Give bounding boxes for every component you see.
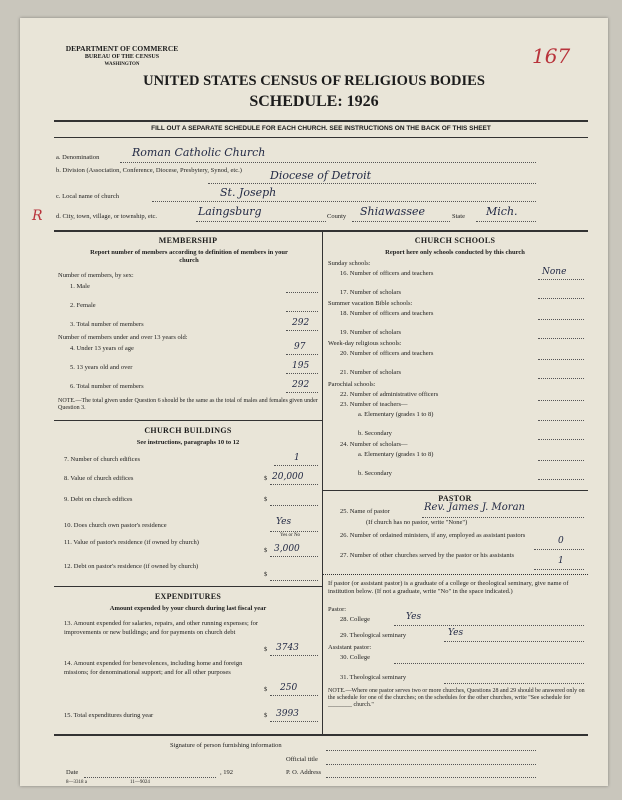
- q30-label: 30. College: [340, 654, 370, 661]
- total3-blank: [286, 330, 318, 331]
- county-value: Shiawassee: [360, 205, 425, 218]
- q8-value: 20,000: [272, 472, 304, 482]
- q13-dollar: $: [264, 646, 268, 653]
- q31-label: 31. Theological seminary: [340, 674, 407, 681]
- q29-blank: [444, 641, 584, 642]
- yes-no-caption: Yes or No: [280, 533, 301, 538]
- q31-blank: [444, 683, 584, 684]
- state-value: Mich.: [486, 205, 518, 218]
- q11-blank: [270, 556, 318, 557]
- q14-dollar: $: [264, 686, 268, 693]
- q22-blank: [538, 400, 584, 401]
- bureau-label: BUREAU OF THE CENSUS: [84, 54, 160, 60]
- q27-blank: [534, 569, 584, 570]
- q21-label: 21. Number of scholars: [340, 369, 402, 376]
- q20-label: 20. Number of officers and teachers: [340, 350, 434, 357]
- form-number: 8—3318 a: [66, 780, 87, 785]
- census-schedule-sheet: [20, 18, 608, 786]
- page-number: 167: [532, 44, 571, 68]
- q24-label: 24. Number of scholars—: [340, 441, 408, 448]
- q18-label: 18. Number of officers and teachers: [340, 310, 434, 317]
- q23a-label: a. Elementary (grades 1 to 8): [358, 411, 434, 418]
- grad-separator: [322, 574, 588, 575]
- pastor-sublabel: Pastor:: [328, 606, 347, 613]
- total6-label: 6. Total number of members: [70, 383, 144, 390]
- pastor-note: NOTE.—Where one pastor serves two or more churches, Questions 28 and 29 should be answered only on the schedule for one of the churches; on the schedules for the other churches, write "See schedule for ________ church.": [328, 688, 585, 708]
- q8-label: 8. Value of church edifices: [64, 475, 134, 482]
- under13-label: 4. Under 13 years of age: [70, 345, 134, 352]
- membership-note: NOTE.—The total given under Question 6 should be the same as the total of males and females given under Question 3.: [58, 398, 318, 411]
- q24a-blank: [538, 460, 584, 461]
- q28-value: Yes: [406, 612, 422, 622]
- q25-value: Rev. James J. Moran: [424, 502, 525, 513]
- expenditures-intro: Amount expended by your church during last fiscal year: [109, 605, 267, 612]
- q30-blank: [394, 663, 584, 664]
- schools-intro: Report here only schools conducted by this church: [385, 249, 525, 256]
- denomination-line: [120, 162, 536, 163]
- local-name-line: [152, 201, 536, 202]
- signature-line: [326, 750, 536, 751]
- division-line: [208, 183, 536, 184]
- q25-note: (If church has no pastor, write "None"): [366, 519, 468, 526]
- right-column: [322, 230, 588, 734]
- assistant-sublabel: Assistant pastor:: [328, 644, 372, 651]
- q26-value: 0: [558, 536, 564, 546]
- q29-label: 29. Theological seminary: [340, 632, 407, 639]
- print-number: 11—9024: [130, 780, 150, 785]
- q14-blank: [270, 695, 318, 696]
- q24a-label: a. Elementary (grades 1 to 8): [358, 451, 434, 458]
- q25-blank: [422, 517, 584, 518]
- q24b-label: b. Secondary: [358, 470, 392, 477]
- address-line: [326, 777, 536, 778]
- q21-blank: [538, 378, 584, 379]
- q23b-label: b. Secondary: [358, 430, 392, 437]
- form-title: UNITED STATES CENSUS OF RELIGIOUS BODIES: [143, 73, 485, 89]
- q9-dollar: $: [264, 496, 268, 503]
- total6-value: 292: [292, 380, 310, 390]
- by-sex-label: Number of members, by sex:: [58, 272, 134, 279]
- state-line: [476, 221, 536, 222]
- q16-label: 16. Number of officers and teachers: [340, 270, 434, 277]
- q12-label: 12. Debt on pastor's residence (if owned by church): [64, 563, 199, 570]
- buildings-rule: [54, 420, 322, 421]
- q14-value: 250: [280, 683, 298, 693]
- q7-value: 1: [294, 453, 300, 463]
- male-blank: [286, 292, 318, 293]
- signature-label: Signature of person furnishing information: [170, 742, 282, 749]
- year-label: , 192: [220, 769, 233, 776]
- expenditures-rule: [54, 586, 322, 587]
- denomination-label: a. Denomination: [56, 154, 100, 161]
- q26-label: 26. Number of ordained ministers, if any, employed as assistant pastors: [340, 532, 526, 539]
- sunday-label: Sunday schools:: [328, 260, 371, 267]
- q28-label: 28. College: [340, 616, 370, 623]
- under13-blank: [286, 354, 318, 355]
- q22-label: 22. Number of administrative officers: [340, 391, 439, 398]
- q10-label: 10. Does church own pastor's residence: [64, 522, 167, 529]
- female-blank: [286, 311, 318, 312]
- official-title-label: Official title: [286, 756, 318, 763]
- schools-title: CHURCH SCHOOLS: [414, 236, 496, 245]
- male-label: 1. Male: [70, 283, 90, 290]
- margin-mark: R: [32, 208, 43, 224]
- local-name-value: St. Joseph: [220, 186, 277, 199]
- weekday-label: Week-day religious schools:: [328, 340, 402, 347]
- q23b-blank: [538, 439, 584, 440]
- q11-label: 11. Value of pastor's residence (if owned by church): [64, 539, 199, 546]
- city-line: [196, 221, 326, 222]
- over13-blank: [286, 373, 318, 374]
- official-title-line: [326, 764, 536, 765]
- parochial-label: Parochial schools:: [328, 381, 376, 388]
- q7-label: 7. Number of church edifices: [64, 456, 140, 463]
- q27-value: 1: [558, 556, 564, 566]
- instruction-line: FILL OUT A SEPARATE SCHEDULE FOR EACH CHURCH. SEE INSTRUCTIONS ON THE BACK OF THIS SHEET: [151, 125, 491, 132]
- date-line: [84, 777, 216, 778]
- city-town-label: d. City, town, village, or township, etc.: [56, 213, 158, 220]
- pastor-title: PASTOR: [438, 494, 472, 503]
- county-line: [352, 221, 450, 222]
- q19-label: 19. Number of scholars: [340, 329, 402, 336]
- age-intro-label: Number of members under and over 13 years old:: [58, 334, 188, 341]
- county-label: County: [327, 213, 347, 220]
- division-value: Diocese of Detroit: [270, 169, 372, 182]
- q28-blank: [394, 625, 584, 626]
- pastor-rule: [322, 490, 588, 491]
- q13-blank: [270, 655, 318, 656]
- q9-label: 9. Debt on church edifices: [64, 496, 133, 503]
- q17-label: 17. Number of scholars: [340, 289, 402, 296]
- q9-blank: [270, 505, 318, 506]
- q8-blank: [270, 484, 318, 485]
- q13-value: 3743: [276, 643, 299, 653]
- q15-blank: [270, 721, 318, 722]
- total6-blank: [286, 392, 318, 393]
- local-name-label: c. Local name of church: [56, 193, 119, 200]
- grad-note: If pastor (or assistant pastor) is a graduate of a college or theological seminary, give name of institution below. (If not a graduate, write "No" in the space indicated.): [328, 580, 569, 595]
- q13-label: 13. Amount expended for salaries, repairs, and other running expenses; for improvements or new buildings; and for payments on church debt: [64, 620, 259, 636]
- grid-bottom-rule: [54, 734, 588, 736]
- buildings-intro: See instructions, paragraphs 10 to 12: [136, 439, 240, 446]
- total3-label: 3. Total number of members: [70, 321, 144, 328]
- q27-label: 27. Number of other churches served by the pastor or his assistants: [340, 552, 515, 559]
- date-label: Date: [66, 769, 79, 776]
- under13-value: 97: [294, 342, 306, 352]
- q26-blank: [534, 549, 584, 550]
- denomination-value: Roman Catholic Church: [132, 146, 266, 159]
- expenditures-title: EXPENDITURES: [154, 592, 222, 601]
- total3-value: 292: [292, 318, 310, 328]
- state-label: State: [452, 213, 465, 220]
- q11-dollar: $: [264, 547, 268, 554]
- q8-dollar: $: [264, 475, 268, 482]
- q17-blank: [538, 298, 584, 299]
- q12-dollar: $: [264, 571, 268, 578]
- q16-blank: [538, 279, 584, 280]
- address-label: P. O. Address: [286, 769, 322, 776]
- left-column: [54, 230, 322, 734]
- membership-title: MEMBERSHIP: [158, 236, 218, 245]
- q20-blank: [538, 359, 584, 360]
- header-rule-bottom: [54, 137, 588, 138]
- q29-value: Yes: [448, 628, 464, 638]
- over13-label: 5. 13 years old and over: [70, 364, 133, 371]
- buildings-title: CHURCH BUILDINGS: [144, 426, 232, 435]
- q12-blank: [270, 580, 318, 581]
- division-label: b. Division (Association, Conference, Diocese, Presbytery, Synod, etc.): [56, 167, 242, 174]
- female-label: 2. Female: [70, 302, 96, 309]
- q14-label: 14. Amount expended for benevolences, including home and foreign missions; for denominational support; and for all other purposes: [64, 660, 243, 676]
- city-value: Laingsburg: [198, 205, 262, 218]
- q16-value: None: [542, 267, 567, 277]
- schedule-title: SCHEDULE: 1926: [249, 93, 379, 110]
- q24b-blank: [538, 479, 584, 480]
- q25-label: 25. Name of pastor: [340, 508, 390, 515]
- department-label: DEPARTMENT OF COMMERCE: [65, 44, 179, 53]
- q19-blank: [538, 338, 584, 339]
- q11-value: 3,000: [274, 544, 300, 554]
- q23-label: 23. Number of teachers—: [340, 401, 408, 408]
- q15-label: 15. Total expenditures during year: [64, 712, 154, 719]
- q15-value: 3993: [276, 709, 299, 719]
- q7-blank: [274, 465, 318, 466]
- q18-blank: [538, 319, 584, 320]
- q10-value: Yes: [276, 517, 292, 527]
- q15-dollar: $: [264, 712, 268, 719]
- over13-value: 195: [292, 361, 310, 371]
- city-label: WASHINGTON: [104, 62, 140, 67]
- summer-label: Summer vacation Bible schools:: [328, 300, 413, 307]
- q23a-blank: [538, 420, 584, 421]
- membership-intro: Report number of members according to definition of members in your church: [90, 249, 288, 264]
- header-rule-top: [54, 120, 588, 122]
